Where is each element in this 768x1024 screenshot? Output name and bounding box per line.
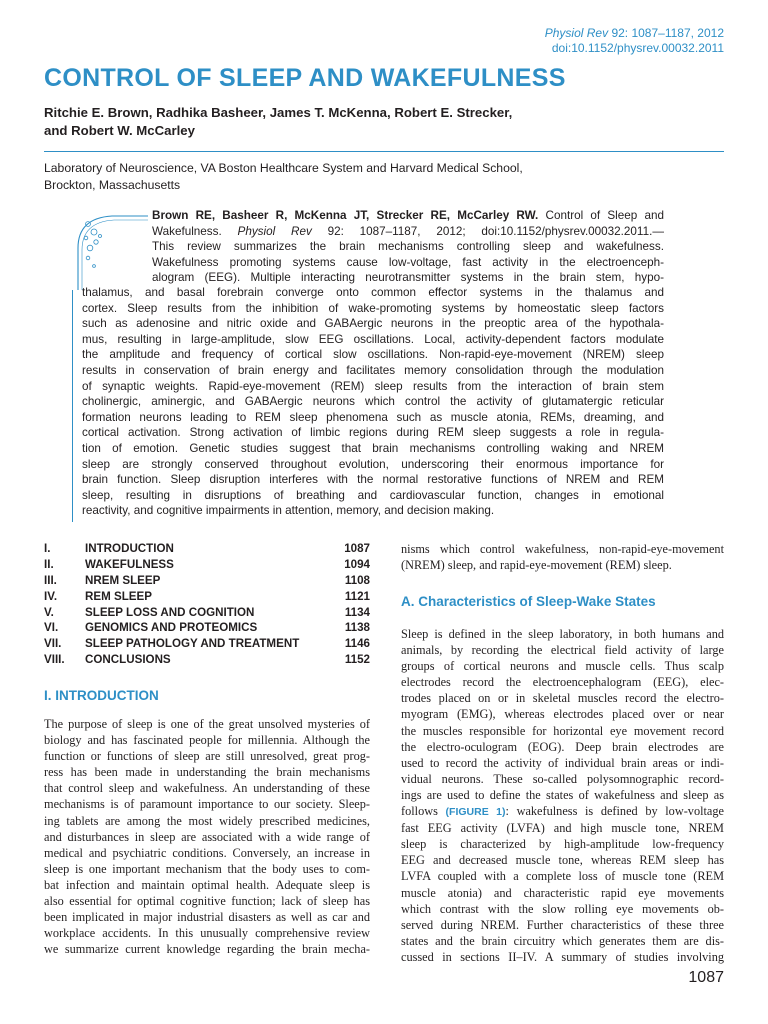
- abstract-line: mus, resulting in large-amplitude, slow EEG oscillations. Local, activity-dependent factors modulate: [82, 332, 664, 346]
- toc-num: VI.: [44, 621, 59, 635]
- abstract-line: reactivity, and cognitive impairments in attention, memory, and decision making.: [82, 504, 495, 518]
- toc-label: GENOMICS AND PROTEOMICS: [85, 621, 258, 635]
- bubbles-flask-icon: [72, 210, 148, 290]
- text-line: sleep is characterized by high-amplitude low-frequency: [401, 837, 724, 852]
- author-line: and Robert W. McCarley: [44, 123, 195, 138]
- abstract-line: cortex. Sleep results from the inhibition of wake-promoting systems by homeostatic sleep factors: [82, 301, 664, 315]
- text-line: mechanisms is of paramount importance to our society. Sleep-: [44, 797, 370, 812]
- toc-page: 1138: [344, 621, 370, 635]
- toc-page: 1108: [344, 573, 370, 587]
- text-line: fast EEG activity (LVFA) and high muscle tone, NREM: [401, 821, 724, 836]
- toc-label: CONCLUSIONS: [85, 653, 171, 667]
- text-line: used to record the activity of individual brain areas or indi-: [401, 755, 724, 770]
- text-line: trodes placed on or in skeletal muscles record the electro-: [401, 691, 724, 706]
- abstract-line: This review summarizes the brain mechanisms controlling sleep and wakefulness.: [152, 240, 664, 254]
- section-heading-characteristics: A. Characteristics of Sleep-Wake States: [401, 594, 656, 609]
- toc-num: IV.: [44, 589, 58, 603]
- abstract-side-rule: [72, 290, 73, 522]
- abstract-ref-title: Control of Sleep and: [538, 209, 664, 222]
- affiliation-line: Laboratory of Neuroscience, VA Boston Healthcare System and Harvard Medical School,: [44, 161, 523, 175]
- affiliation: [44, 160, 684, 194]
- text-line: groups of cortical neurons and muscle cells. Thus scalp: [401, 659, 724, 674]
- introduction-text: [44, 716, 370, 957]
- abstract-line: formation neurons leading to REM sleep phenomena such as muscle atonia, REMs, dreaming, and: [82, 410, 664, 424]
- page-number: 1087: [688, 969, 724, 986]
- toc-entry[interactable]: [44, 620, 370, 636]
- toc-num: VIII.: [44, 653, 65, 667]
- figure-1-link[interactable]: (FIGURE 1): [445, 806, 506, 819]
- toc-entry[interactable]: [44, 589, 370, 605]
- text-line: also essential for optimal cognitive function; lack of sleep has: [44, 894, 370, 909]
- abstract-top: [152, 208, 664, 286]
- text-line: workplace accidents. In this unusually comprehensive review: [44, 926, 370, 941]
- text-line: LVFA coupled with a complete loss of muscle tone (REM: [401, 869, 724, 884]
- toc-num: II.: [44, 557, 54, 571]
- abstract-line: Wakefulness promoting systems cause low-voltage, fast activity in the electroenceph-: [152, 255, 664, 269]
- characteristics-text: [401, 626, 724, 965]
- text-fragment: follows: [401, 804, 446, 819]
- abstract-line: the amplitude and frequency of cortical slow oscillations. Non-rapid-eye-movement (NREM) sleep: [82, 348, 664, 362]
- text-line: (NREM) sleep, and rapid-eye-movement (REM) sleep.: [401, 558, 672, 573]
- abstract-line: of synaptic weights. Rapid-eye-movement (REM) sleep results from the interaction of brain stem: [82, 379, 664, 393]
- text-line: animals, by recording the electrical field activity of large: [401, 643, 724, 658]
- text-line: bat infection and maintain optimal health. Adequate sleep is: [44, 877, 370, 892]
- text-line: EEG and decreased muscle tone, whereas REM sleep has: [401, 853, 724, 868]
- abstract-line: [152, 224, 664, 240]
- toc-num: V.: [44, 605, 54, 619]
- toc-entry[interactable]: [44, 605, 370, 621]
- text-line: muscle atonia) and characteristic rapid eye movements: [401, 885, 724, 900]
- text-line: served during NREM. Further characteristics of these three: [401, 917, 724, 932]
- affiliation-line: Brockton, Massachusetts: [44, 178, 181, 192]
- toc-entry[interactable]: [44, 652, 370, 668]
- text-line: cussed in sections II–IV. A summary of studies involving: [401, 949, 724, 964]
- text-fragment: : wakefulness is defined by low-voltage: [505, 804, 724, 819]
- abstract-body: [82, 285, 664, 519]
- text-line: we summarize current knowledge regarding the brain mecha-: [44, 942, 370, 957]
- abstract-line: [152, 208, 664, 224]
- doi: doi:10.1152/physrev.00032.2011: [551, 41, 724, 55]
- toc-num: VII.: [44, 637, 62, 651]
- text-line: ing tablets are among the most widely prescribed medicines,: [44, 813, 370, 828]
- text-line: been implicated in major industrial disasters as well as car and: [44, 910, 370, 925]
- toc-page: 1121: [344, 589, 370, 603]
- journal-name: Physiol Rev: [544, 26, 609, 40]
- toc-entry[interactable]: [44, 541, 370, 557]
- header-divider: [44, 151, 724, 152]
- abstract-line: sleep are strongly conserved throughout evolution, underscoring their enormous importance for: [82, 457, 664, 471]
- abstract-ref-text: Wakefulness.: [152, 224, 238, 238]
- toc-num: III.: [44, 573, 57, 587]
- text-line: states and the brain circuitry which generates them are dis-: [401, 933, 724, 948]
- abstract-line: cholinergic, aminergic, and GABAergic neurons which control the activity of glutamatergic reticular: [82, 395, 664, 409]
- toc-label: SLEEP PATHOLOGY AND TREATMENT: [85, 637, 300, 651]
- author-list: [44, 104, 684, 140]
- text-line: The purpose of sleep is one of the great unsolved mysteries of: [44, 717, 370, 731]
- toc-page: 1134: [344, 605, 370, 619]
- abstract-line: alogram (EEG). Multiple interacting neurotransmitter systems in the brain stem, hypo-: [152, 271, 664, 285]
- section-heading-introduction: I. INTRODUCTION: [44, 688, 159, 703]
- toc-label: NREM SLEEP: [85, 573, 161, 587]
- toc-page: 1087: [344, 542, 370, 555]
- introduction-continued: [401, 541, 724, 573]
- text-line: biology and has fascinated people for millennia. Although the: [44, 733, 370, 748]
- toc-label: WAKEFULNESS: [85, 557, 174, 571]
- toc-label: SLEEP LOSS AND COGNITION: [85, 605, 255, 619]
- text-line: [401, 803, 724, 820]
- text-line: sleep is one important mechanism that the body uses to com-: [44, 861, 370, 876]
- text-line: ress has been made in understanding the brain mechanisms: [44, 765, 370, 780]
- toc-label: REM SLEEP: [85, 589, 152, 603]
- abstract-ref-authors: Brown RE, Basheer R, McKenna JT, Strecker RE, McCarley RW.: [152, 209, 539, 222]
- text-line: which contrast with the slow rolling eye movements ob-: [401, 901, 724, 916]
- toc-entry[interactable]: [44, 636, 370, 652]
- toc-page: 1152: [344, 653, 370, 667]
- text-line: electrodes record the electroencephalogram (EEG), elec-: [401, 675, 724, 690]
- text-line: and disturbances in sleep are associated with a wide range of: [44, 829, 370, 844]
- toc-num: I.: [44, 542, 51, 555]
- text-line: vidual neurons. These so-called polysomnographic record-: [401, 771, 724, 786]
- toc-page: 1094: [344, 557, 370, 571]
- text-line: the electro-oculogram (EOG). Deep brain electrodes are: [401, 739, 724, 754]
- article-title: CONTROL OF SLEEP AND WAKEFULNESS: [44, 64, 566, 92]
- text-line: Sleep is defined in the sleep laboratory, in both humans and: [401, 627, 724, 641]
- abstract-ref-journal: Physiol Rev: [237, 224, 312, 238]
- author-line: Ritchie E. Brown, Radhika Basheer, James T. McKenna, Robert E. Strecker,: [44, 105, 513, 120]
- abstract-line: thalamus, and basal forebrain converge onto common effector systems in the thalamus and: [82, 286, 664, 299]
- volume-pages: 92: 1087–1187, 2012: [608, 26, 724, 40]
- toc-entry[interactable]: [44, 557, 370, 573]
- text-line: the muscles responsible for horizontal eye movement record: [401, 723, 724, 738]
- text-line: myogram (EMG), whereas electrodes placed over or near: [401, 707, 724, 722]
- abstract-line: tion of emotion. Genetic studies suggest that brain mechanisms controlling waking and NREM: [82, 441, 664, 455]
- text-line: function or functions of sleep are still unresolved, great prog-: [44, 749, 370, 764]
- toc-label: INTRODUCTION: [85, 542, 174, 555]
- abstract-line: cortical activation. Strong activation of limbic regions during REM sleep suggests a role in regula-: [82, 426, 664, 440]
- journal-citation: [545, 26, 724, 56]
- text-line: medical and psychiatric conditions. Conversely, an increase in: [44, 845, 370, 860]
- toc-page: 1146: [344, 637, 370, 651]
- abstract-line: such as adenosine and nitric oxide and GABAergic neurons in the preoptic area of the hypothala-: [82, 317, 664, 331]
- abstract-line: results in conservation of brain energy and facilitates memory consolidation through the modulation: [82, 363, 664, 377]
- toc-entry[interactable]: [44, 573, 370, 589]
- text-line: that control sleep and wakefulness. An understanding of these: [44, 781, 370, 796]
- abstract-ref-text: 92: 1087–1187, 2012; doi:10.1152/physrev.00032.2011.—: [311, 224, 664, 238]
- text-line: nisms which control wakefulness, non-rapid-eye-movement: [401, 542, 724, 556]
- text-line: ings are used to define the states of wakefulness and sleep as: [401, 787, 724, 802]
- abstract-line: brain function. Sleep disruption interferes with the normal restorative functions of NREM and REM: [82, 473, 664, 487]
- abstract-line: sleep, resulting in disruptions of breathing and cardiovascular function, changes in emotional: [82, 488, 664, 502]
- table-of-contents: [44, 541, 370, 668]
